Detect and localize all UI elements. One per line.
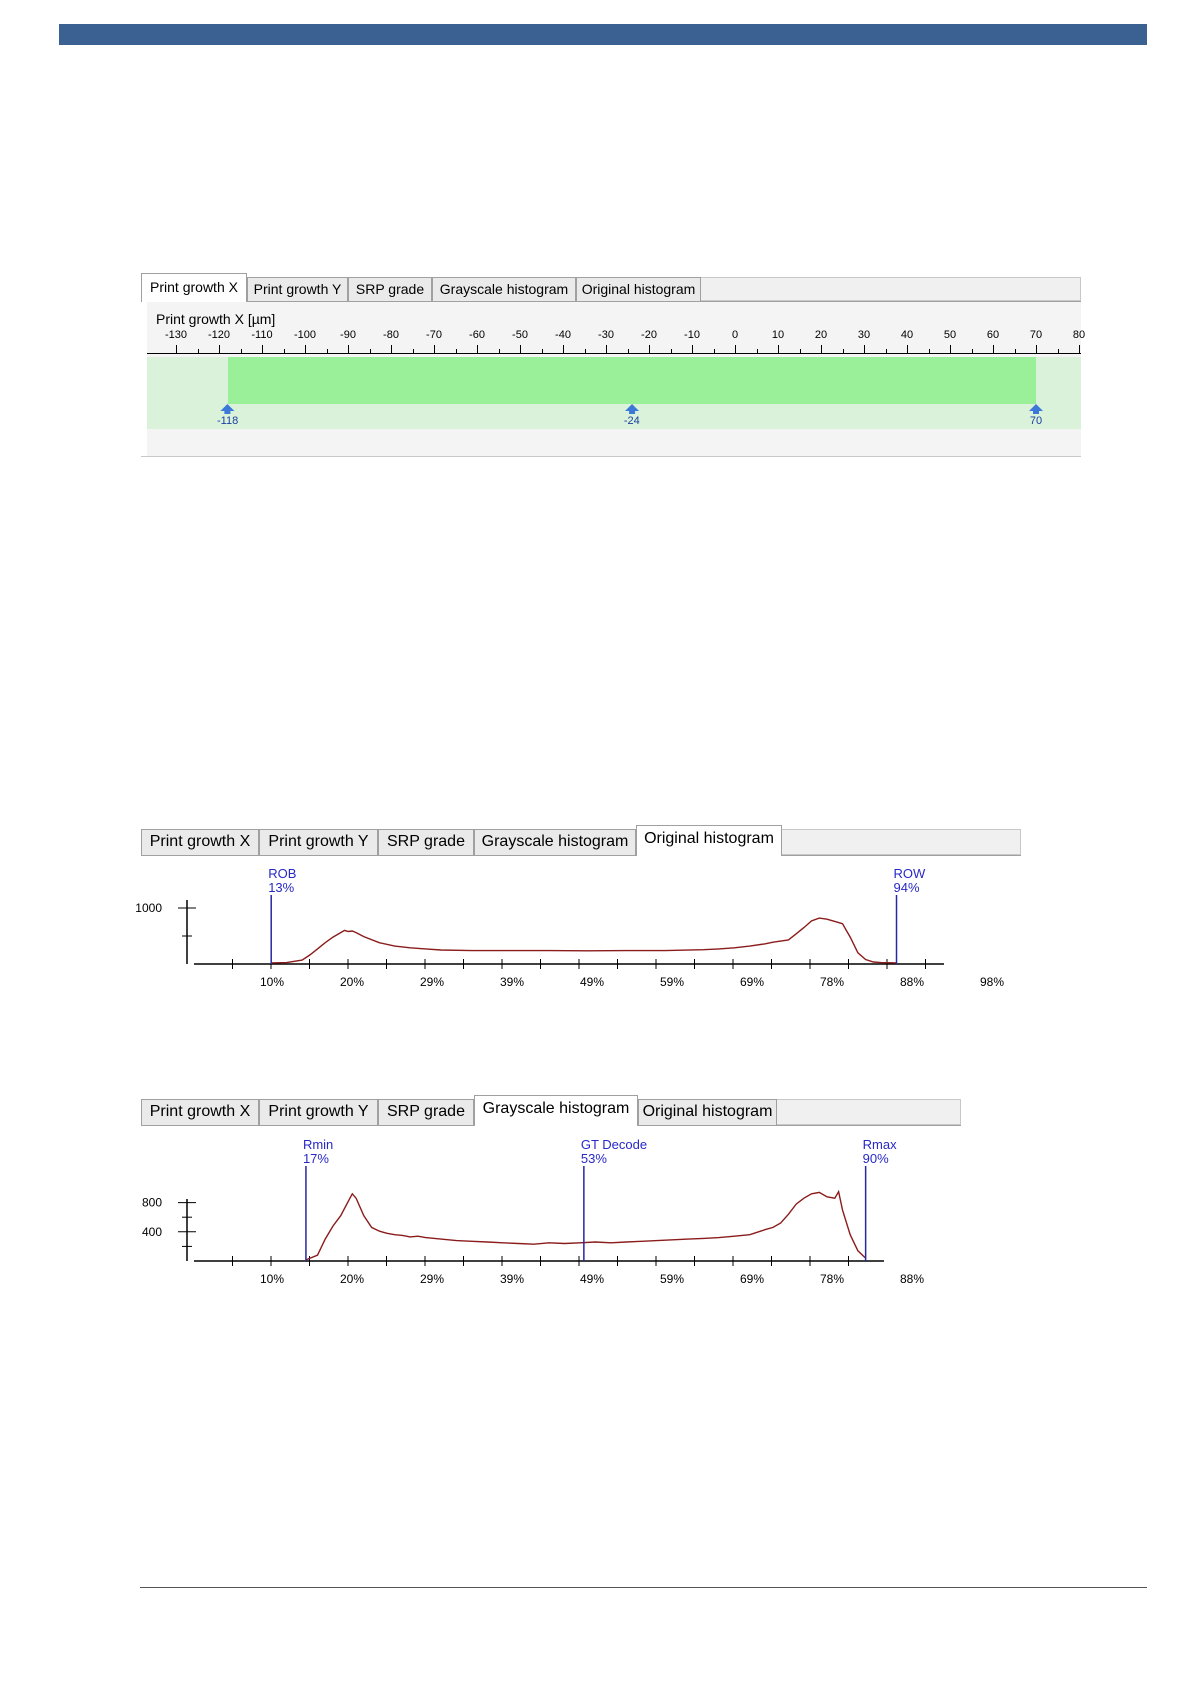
tab-print-growth-x[interactable]: Print growth X <box>141 1099 259 1125</box>
ruler-major-tick <box>993 345 994 354</box>
ruler-tick-label: -90 <box>340 329 356 341</box>
tab-srp-grade[interactable]: SRP grade <box>378 829 474 855</box>
x-tick-label: 88% <box>899 975 925 989</box>
ruler-major-tick <box>1036 345 1037 354</box>
ruler-minor-tick <box>972 349 973 354</box>
marker-value: 94% <box>893 880 920 895</box>
histogram-line <box>306 1192 866 1260</box>
range-marker-value: -118 <box>216 415 239 427</box>
ruler-major-tick <box>606 345 607 354</box>
grayscale-histogram-panel <box>141 1095 961 1295</box>
x-tick-label: 88% <box>899 1272 925 1286</box>
ruler-major-tick <box>649 345 650 354</box>
x-tick-label: 39% <box>499 1272 525 1286</box>
header-bar <box>59 24 1147 45</box>
tab-grayscale-histogram[interactable]: Grayscale histogram <box>474 829 636 855</box>
marker-name: GT Decode <box>580 1137 648 1152</box>
ruler-minor-tick <box>499 349 500 354</box>
ruler-major-tick <box>391 345 392 354</box>
x-tick-label: 59% <box>659 1272 685 1286</box>
ruler-minor-tick <box>241 349 242 354</box>
ruler-minor-tick <box>671 349 672 354</box>
ruler-tick-label: -20 <box>641 329 657 341</box>
ruler-major-tick <box>864 345 865 354</box>
range-mid-handle[interactable] <box>624 404 640 427</box>
range-marker-value: 70 <box>1029 415 1043 427</box>
ruler-major-tick <box>1079 345 1080 354</box>
tab-srp-grade[interactable]: SRP grade <box>378 1099 474 1125</box>
ruler-tick-label: 10 <box>771 329 785 341</box>
ruler-major-tick <box>348 345 349 354</box>
ruler-tick-label: -60 <box>469 329 485 341</box>
range-fill <box>228 357 1036 404</box>
footer-rule <box>140 1587 1147 1588</box>
marker-name: Rmin <box>302 1137 334 1152</box>
ruler-tick-label: 20 <box>814 329 828 341</box>
ruler-tick-label: 40 <box>900 329 914 341</box>
ruler-tick-label: 50 <box>943 329 957 341</box>
histogram-line <box>271 918 896 963</box>
x-tick-label: 69% <box>739 1272 765 1286</box>
range-marker-value: -24 <box>623 415 640 427</box>
ruler-major-tick <box>477 345 478 354</box>
ruler-minor-tick <box>886 349 887 354</box>
x-tick-label: 49% <box>579 1272 605 1286</box>
original-histogram-panel <box>135 825 1021 1025</box>
x-tick-label: 10% <box>259 975 285 989</box>
ruler-minor-tick <box>628 349 629 354</box>
marker-name: ROB <box>268 866 297 881</box>
ruler-minor-tick <box>1015 349 1016 354</box>
marker-arrow-icon <box>221 404 235 411</box>
tab-grayscale-histogram[interactable]: Grayscale histogram <box>432 277 576 301</box>
ruler-major-tick <box>520 345 521 354</box>
ruler-tick-label: 0 <box>731 329 739 341</box>
y-tick-label: 400 <box>141 1224 162 1239</box>
ruler-tick-label: -40 <box>555 329 571 341</box>
x-tick-label: 59% <box>659 975 685 989</box>
marker-arrow-icon <box>1029 404 1043 411</box>
ruler-tick-label: 70 <box>1029 329 1043 341</box>
ruler-major-tick <box>262 345 263 354</box>
ruler-minor-tick <box>413 349 414 354</box>
ruler-major-tick <box>563 345 564 354</box>
ruler-major-tick <box>434 345 435 354</box>
ruler-minor-tick <box>843 349 844 354</box>
tab-print-growth-y[interactable]: Print growth Y <box>259 829 378 855</box>
ruler-minor-tick <box>757 349 758 354</box>
ruler-tick-label: -100 <box>293 329 317 341</box>
x-tick-label: 49% <box>579 975 605 989</box>
ruler-tick-label: 30 <box>857 329 871 341</box>
x-tick-label: 20% <box>339 975 365 989</box>
ruler-major-tick <box>735 345 736 354</box>
marker-value: 13% <box>268 880 295 895</box>
tab-original-histogram[interactable]: Original histogram <box>638 1099 777 1125</box>
ruler-major-tick <box>219 345 220 354</box>
x-tick-label: 98% <box>979 975 1005 989</box>
tab-print-growth-y[interactable]: Print growth Y <box>247 277 348 301</box>
ruler-major-tick <box>305 345 306 354</box>
ruler-major-tick <box>907 345 908 354</box>
marker-value: 90% <box>862 1151 889 1166</box>
marker-value: 53% <box>580 1151 607 1166</box>
ruler-tick-label: -30 <box>598 329 614 341</box>
ruler-baseline <box>147 353 1081 354</box>
scale-title: Print growth X [µm] <box>156 311 276 327</box>
x-tick-label: 29% <box>419 975 445 989</box>
ruler-minor-tick <box>929 349 930 354</box>
ruler-major-tick <box>692 345 693 354</box>
print-growth-x-panel <box>141 269 1086 459</box>
ruler-tick-label: -50 <box>512 329 528 341</box>
tab-original-histogram[interactable]: Original histogram <box>576 277 701 301</box>
x-tick-label: 29% <box>419 1272 445 1286</box>
range-min-handle[interactable] <box>217 404 238 427</box>
ruler-tick-label: -10 <box>684 329 700 341</box>
ruler-major-tick <box>176 345 177 354</box>
x-tick-label: 78% <box>819 1272 845 1286</box>
ruler-minor-tick <box>370 349 371 354</box>
x-tick-label: 69% <box>739 975 765 989</box>
tab-print-growth-x[interactable]: Print growth X <box>141 273 247 302</box>
ruler-tick-label: 80 <box>1072 329 1086 341</box>
ruler-major-tick <box>950 345 951 354</box>
ruler-minor-tick <box>284 349 285 354</box>
ruler-minor-tick <box>800 349 801 354</box>
x-tick-label: 20% <box>339 1272 365 1286</box>
ruler-tick-label: -80 <box>383 329 399 341</box>
marker-value: 17% <box>302 1151 329 1166</box>
x-tick-label: 78% <box>819 975 845 989</box>
ruler-minor-tick <box>327 349 328 354</box>
tab-original-histogram[interactable]: Original histogram <box>636 825 782 856</box>
ruler-minor-tick <box>714 349 715 354</box>
marker-name: Rmax <box>862 1137 897 1152</box>
marker-arrow-icon <box>625 404 639 411</box>
ruler-minor-tick <box>585 349 586 354</box>
ruler-major-tick <box>821 345 822 354</box>
ruler-minor-tick <box>456 349 457 354</box>
y-tick-label: 1000 <box>135 901 162 915</box>
tab-print-growth-y[interactable]: Print growth Y <box>259 1099 378 1125</box>
ruler-tick-label: -110 <box>251 329 273 341</box>
x-tick-label: 10% <box>259 1272 285 1286</box>
marker-name: ROW <box>893 866 926 881</box>
ruler-tick-label: -70 <box>426 329 442 341</box>
ruler-minor-tick <box>1058 349 1059 354</box>
ruler-major-tick <box>778 345 779 354</box>
x-tick-label: 39% <box>499 975 525 989</box>
y-tick-label: 800 <box>141 1195 162 1210</box>
ruler-minor-tick <box>542 349 543 354</box>
ruler-tick-label: 60 <box>986 329 1000 341</box>
tab-print-growth-x[interactable]: Print growth X <box>141 829 259 855</box>
tab-strip-background <box>701 277 1081 301</box>
tab-srp-grade[interactable]: SRP grade <box>348 277 432 301</box>
ruler-tick-label: -120 <box>207 329 231 341</box>
ruler-minor-tick <box>198 349 199 354</box>
original-histogram-chart <box>135 825 1021 1025</box>
range-max-handle[interactable] <box>1029 404 1043 427</box>
tab-grayscale-histogram[interactable]: Grayscale histogram <box>474 1095 638 1126</box>
ruler-tick-label: -130 <box>164 329 188 341</box>
